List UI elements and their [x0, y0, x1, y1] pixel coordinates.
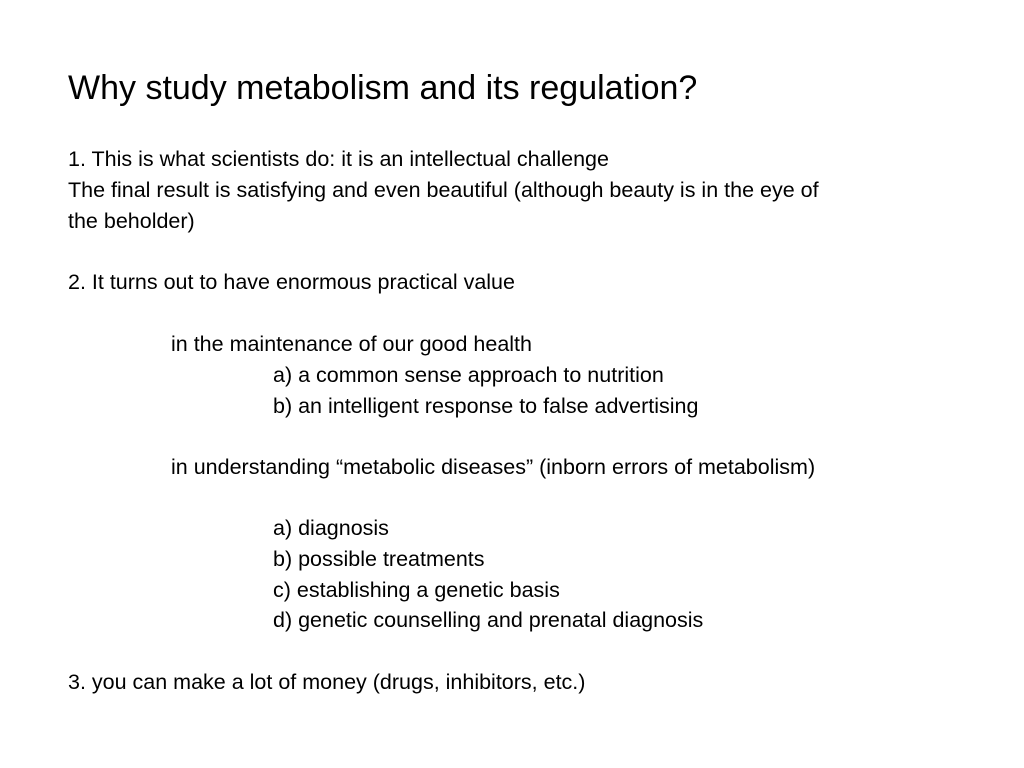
diseases-item: d) genetic counselling and prenatal diagnosis: [273, 608, 704, 632]
diseases-label: in understanding “metabolic diseases” (inborn errors of metabolism): [171, 455, 816, 479]
point-3-heading: 3. you can make a lot of money (drugs, inhibitors, etc.): [68, 670, 586, 694]
diseases-item: b) possible treatments: [273, 547, 485, 571]
point-2-heading: 2. It turns out to have enormous practical value: [68, 270, 515, 294]
health-item: a) a common sense approach to nutrition: [273, 363, 664, 387]
point-1-heading: 1. This is what scientists do: it is an intellectual challenge: [68, 147, 609, 171]
health-label: in the maintenance of our good health: [171, 332, 532, 356]
point-1-text-line-1: The final result is satisfying and even beautiful (although beauty is in the eye of: [68, 178, 819, 202]
health-item: b) an intelligent response to false advertising: [273, 394, 699, 418]
point-1-text-line-2: the beholder): [68, 209, 195, 233]
diseases-item: a) diagnosis: [273, 516, 389, 540]
diseases-item: c) establishing a genetic basis: [273, 578, 560, 602]
slide-title: Why study metabolism and its regulation?: [68, 69, 698, 107]
